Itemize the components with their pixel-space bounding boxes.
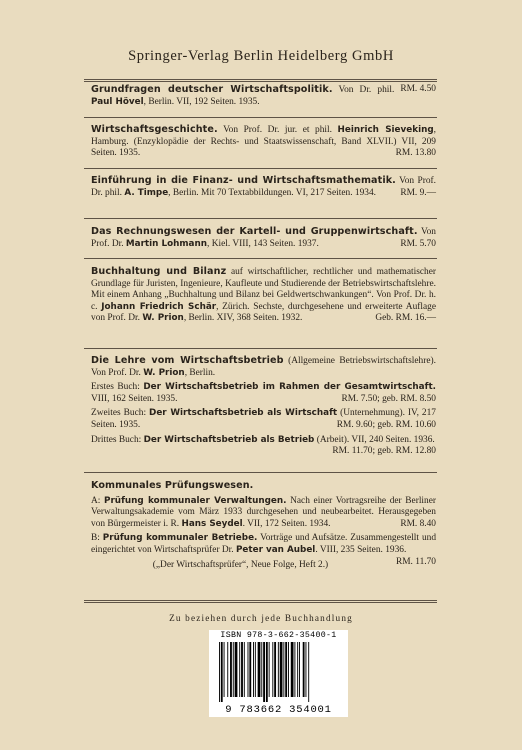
volume-prefix: Drittes Buch: [91, 434, 144, 445]
book-author: Paul Hövel [91, 96, 144, 107]
barcode-bar [261, 642, 262, 697]
footer-text: Zu beziehen durch jede Buchhandlung [169, 613, 353, 623]
book-author: Hans Seydel [181, 518, 243, 529]
book-entry [91, 124, 436, 160]
volume-text: (Arbeit). VII, 240 Seiten. 1936. [314, 434, 435, 445]
price: RM. 7.50; geb. RM. 8.50 [341, 393, 436, 404]
book-text: , Berlin. XIV, 368 Seiten. 1932. [183, 313, 303, 324]
volume-prefix: B: [91, 533, 103, 544]
volume-entry [91, 434, 436, 457]
barcode-bar [299, 642, 300, 697]
barcode-bar [283, 642, 284, 697]
price: RM. 5.70 [400, 238, 436, 249]
divider [84, 472, 437, 473]
book-title: Die Lehre vom Wirtschaftsbetrieb [91, 355, 284, 366]
barcode-bar [227, 642, 228, 697]
barcode-bar [272, 642, 273, 697]
book-text: , Berlin. Mit 70 Textabbildungen. VI, 217 Seiten. 1934. [168, 187, 377, 198]
book-text: Von Dr. phil. [332, 85, 395, 95]
book-author: A. Timpe [124, 187, 169, 198]
divider [84, 348, 437, 349]
price: RM. 13.80 [395, 148, 436, 159]
book-entry [91, 226, 436, 250]
barcode-bar [308, 642, 309, 702]
book-entry [91, 266, 436, 325]
book-text: Von Prof. Dr. jur. et phil. [217, 125, 338, 135]
volume-prefix: Zweites Buch: [91, 408, 150, 419]
barcode-bar [253, 642, 254, 697]
isbn-digits: 9 783662 354001 [225, 704, 332, 716]
book-text: Von Prof. Dr. phil. [91, 176, 436, 198]
barcode-bar [219, 642, 220, 702]
divider [84, 168, 437, 169]
barcode-bar [233, 642, 234, 697]
volume-text: . VIII, 235 Seiten. 1936. [315, 544, 407, 555]
volume-entry [91, 408, 436, 431]
divider [84, 218, 437, 219]
divider [84, 117, 437, 118]
book-text: auf wirtschaftlicher, rechtlicher und mathematischer Grundlage für Juristen, Ingenieure, Kaufleute und Studierende der Betriebswirtschaftslehre. Mit einem Anhang „Buchhaltung und Bilanz bei Geldwertschwankungen“. Von Prof. Dr. h. c. [91, 267, 436, 312]
book-author: Peter van Aubel [235, 544, 316, 555]
barcode-bar [291, 642, 294, 697]
series-note: („Der Wirtschaftsprüfer“, Neue Folge, Heft 2.) [152, 559, 329, 570]
volume-title: Prüfung kommunaler Betriebe. [102, 533, 258, 544]
barcode-bars [217, 642, 341, 702]
barcode-bar [235, 642, 238, 697]
volume-text: VIII, 162 Seiten. 1935. [91, 393, 178, 404]
barcode-bar [305, 642, 306, 697]
book-entry [91, 480, 436, 571]
barcode-bar [230, 642, 232, 697]
barcode-bar [224, 642, 225, 697]
volume-title: Prüfung kommunaler Verwaltungen. [104, 495, 287, 506]
volume-text: Vorträge und Aufsätze. Zusammengestellt und eingerichtet von Wirtschaftsprüfer Dr. [91, 533, 437, 555]
price: RM. 11.70; geb. RM. 12.80 [332, 446, 436, 457]
book-text: , Berlin. [184, 367, 216, 378]
book-entry [91, 175, 436, 199]
barcode-bar [297, 642, 298, 697]
barcode-bar [244, 642, 245, 697]
book-title: Grundfragen deutscher Wirtschaftspolitik. [91, 84, 333, 95]
bottom-rule [84, 600, 437, 603]
barcode-bar [280, 642, 283, 697]
barcode-bar [255, 642, 256, 697]
book-title: Das Rechnungswesen der Kartell- und Gruppenwirtschaft. [91, 226, 418, 237]
book-author: Martin Lohmann [125, 238, 208, 249]
book-text: Von Prof. Dr. [91, 227, 436, 249]
barcode-bar [239, 642, 240, 697]
volume-title: Der Wirtschaftsbetrieb im Rahmen der Gesamtwirtschaft. [143, 382, 436, 393]
barcode-bar [288, 642, 289, 697]
price: RM. 9.60; geb. RM. 10.60 [336, 419, 436, 430]
barcode-bar [294, 642, 295, 697]
book-text: (Allgemeine Betriebswirtschaftslehre). Von Prof. Dr. [91, 356, 436, 378]
top-rule [84, 79, 437, 82]
book-text: , Hamburg. (Enzyklopädie der Rechts- und Staatswissenschaft, Band XLVII.) VII, 209 Seiten. 1935. [91, 125, 436, 159]
volume-entry [91, 382, 436, 405]
volume-title: Der Wirtschaftsbetrieb als Betrieb [143, 434, 315, 445]
volume-text: (Unternehmung). IV, 217 Seiten. 1935. [91, 408, 436, 430]
book-entry [91, 84, 436, 108]
barcode-bar [269, 642, 270, 697]
barcode-bar [303, 642, 305, 697]
isbn-barcode [209, 630, 348, 717]
book-title: Wirtschaftsgeschichte. [91, 124, 218, 135]
book-author: Johann Friedrich Schär [101, 301, 217, 312]
volume-prefix: Erstes Buch: [91, 382, 144, 393]
barcode-bar [274, 642, 276, 697]
barcode-bar [285, 642, 287, 697]
volume-entry [91, 496, 436, 531]
barcode-bar [278, 642, 279, 697]
book-author: W. Prion [143, 367, 185, 378]
barcode-bar [241, 642, 243, 697]
book-author: Heinrich Sieveking [337, 125, 434, 135]
book-title: Buchhaltung und Bilanz [91, 266, 227, 277]
isbn-label: ISBN 978-3-662-35400-1 [220, 631, 337, 640]
barcode-bar [221, 642, 223, 702]
price: RM. 4.50 [400, 84, 436, 94]
barcode-bar [263, 642, 265, 702]
book-text: , Kiel. VIII, 143 Seiten. 1937. [207, 238, 319, 249]
price: Geb. RM. 16.— [375, 313, 436, 324]
book-author: W. Prion [142, 313, 184, 324]
price: RM. 9.— [400, 187, 436, 198]
volume-text: . VII, 172 Seiten. 1934. [242, 518, 331, 529]
book-title: Kommunales Prüfungswesen. [91, 480, 254, 491]
volume-prefix: A: [91, 495, 105, 506]
book-text: , Zürich. Sechste, durchgesehene und erweiterte Auflage von Prof. Dr. [91, 301, 436, 324]
volume-text: Nach einer Vortragsreihe der Berliner Verwaltungsakademie vom März 1933 durchgesehen und neubearbeitet. Herausgegeben von Bürgermeister i. R. [91, 495, 437, 529]
price: RM. 11.70 [395, 556, 436, 567]
barcode-bar [266, 642, 268, 702]
barcode-bar [258, 642, 261, 697]
publisher-name: Springer-Verlag Berlin Heidelberg GmbH [128, 48, 394, 64]
barcode-bar [248, 642, 249, 697]
barcode-bar [249, 642, 251, 697]
price: RM. 8.40 [400, 518, 436, 529]
divider [84, 258, 437, 259]
book-title: Einführung in die Finanz- und Wirtschaftsmathematik. [91, 175, 396, 186]
book-entry [91, 355, 436, 458]
volume-title: Der Wirtschaftsbetrieb als Wirtschaft [149, 408, 338, 419]
book-text: , Berlin. VII, 192 Seiten. 1935. [143, 96, 260, 107]
